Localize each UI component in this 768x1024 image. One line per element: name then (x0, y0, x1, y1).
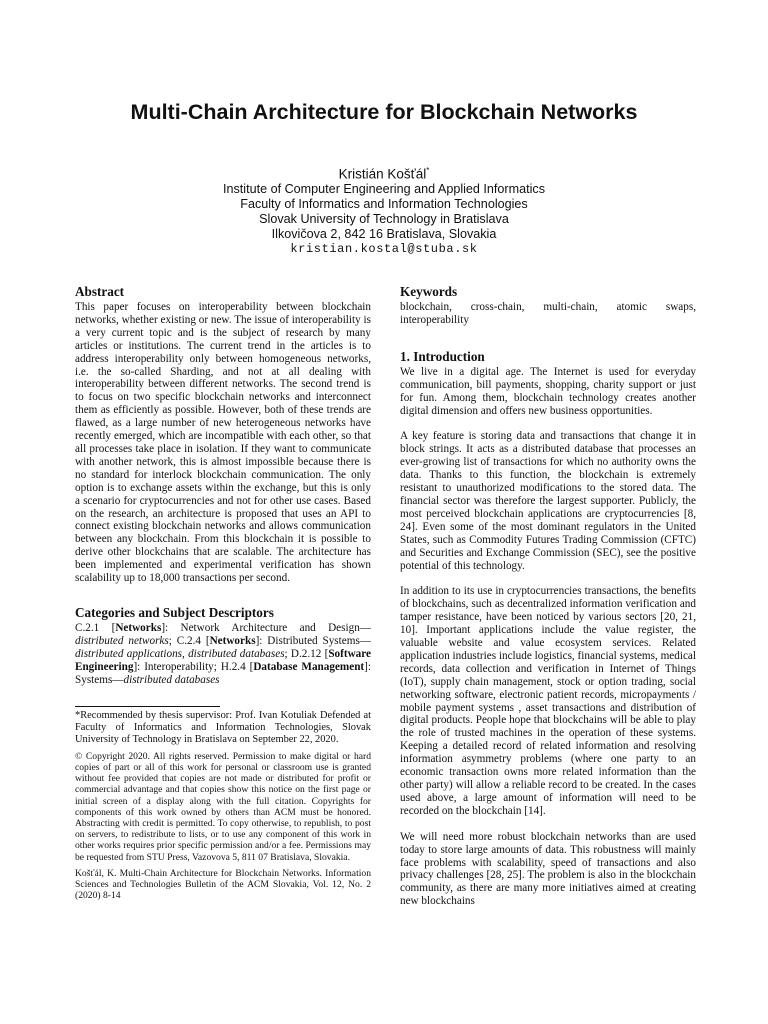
abstract-heading: Abstract (75, 284, 125, 299)
affiliation-line: Slovak University of Technology in Bratislava (259, 211, 509, 226)
copyright-icon: © (75, 750, 83, 762)
abstract-text: This paper focuses on interoperability between blockchain networks, whether existing or new. The issue of interoperability is a very current topic and is the subject of research by many articles or institutions. The current trend in the articles is to address interoperability only between homogeneous networks, i.e. the so-called Sharding, and not at all dealing with interoperability between different networks. The second trend is to focus on two specific blockchain networks and interconnect them as efficiently as possible. However, both of these trends are flawed, as a large number of new heterogeneous networks have recently emerged, which are incompatible with each other, so that all processes take place in isolation. If they want to communicate with another network, this is almost impossible because there is no standard for interlock blockchain communication. The only option is to exchange assets within the exchange, but this is only a scenario for cryptocurrencies and not for other use cases. Based on the research, an architecture is proposed that uses an API to connect existing blockchain networks and allows communication between any blockchain. From this blockchain it is possible to derive other blockchains that are scalable. The architecture has been implemented and experimental verification has shown scalability up to 18,000 transactions per second. (75, 301, 371, 585)
paper-title: Multi-Chain Architecture for Blockchain Networks (130, 100, 638, 124)
author-block (0, 163, 768, 257)
author-name-text: Kristián Košťál (338, 166, 427, 182)
right-column (400, 284, 696, 908)
keywords-section (400, 284, 696, 327)
abstract-section (75, 284, 371, 585)
thesis-footnote: *Recommended by thesis supervisor: Prof. Ivan Kotuliak Defended at Faculty of Informatics and Information Technologies, Slovak University of Technology in Bratislava on September 22, 2020. (75, 710, 371, 746)
keywords-text: blockchain, cross-chain, multi-chain, atomic swaps, interoperability (400, 301, 696, 326)
copyright-notice: © Copyright 2020. All rights reserved. Permission to make digital or hard copies of part or all of this work for personal or classroom use is granted without fee provided that copies are not made or distributed for profit or commercial advantage and that copies show this notice on the first page or initial screen of a display along with the full citation. Copyrights for components of this work owned by others than ACM must be honored. Abstracting with credit is permitted. To copy otherwise, to republish, to post on servers, to redistribute to lists, or to use any component of this work in other works requires prior specific permission and/or a fee. Permissions may be requested from STU Press, Vazovova 5, 811 07 Bratislava, Slovakia. (75, 750, 371, 863)
categories-text: C.2.1 [Networks]: Network Architecture and Design—distributed networks; C.2.4 [Networks]: Distributed Systems—distributed applications, distributed databases; D.2.12 [Software Engineering]: Interoperability; H.2.4 [Database Management]: Systems—distributed databases (75, 621, 371, 686)
citation-note: Košťál, K. Multi-Chain Architecture for Blockchain Networks. Information Sciences and Technologies Bulletin of the ACM Slovakia, Vol. 12, No. 2 (2020) 8-14 (75, 867, 371, 902)
footnote-divider (75, 706, 220, 707)
affiliation-line: Ilkovičova 2, 842 16 Bratislava, Slovakia (271, 226, 497, 241)
keywords-heading: Keywords (400, 284, 458, 299)
author-email[interactable]: kristian.kostal@stuba.sk (290, 241, 478, 256)
intro-paragraph: We live in a digital age. The Internet is used for everyday communication, bill payments, shopping, charity support or just for fun. Among them, blockchain technology creates another digital dimension and offers new business opportunities. (400, 365, 696, 417)
intro-paragraph: We will need more robust blockchain networks than are used today to store large amounts of data. This robustness will mainly face problems with scalability, speed of transactions and also privacy challenges [28, 25]. The problem is also in the blockchain community, as there are many more initiatives aimed at creating new blockchains (400, 830, 696, 908)
author-footnote-mark: * (426, 166, 430, 175)
introduction-heading: 1. Introduction (400, 348, 485, 364)
left-column (75, 284, 371, 902)
intro-paragraph: In addition to its use in cryptocurrencies transactions, the benefits of blockchains, such as decentralized information verification and tamper resistance, have been noticed by various sectors [20, 21, 10]. Important applications include the value register, the valuable website and value ecosystem services. Related application industries include logistics, financial systems, medical records, data collection and verification in Internet of Things (IoT), supply chain management, stock or option trading, social networking software, electronic patient records, micropayments / mobile payment systems , asset transactions and distribution of digital products. People hope that blockchains will be able to play the role of trusted machines in the operation of these systems. Keeping a detailed record of related information and resolving information asymmetry problems (where one party to an economic transaction owns more related information than the other party) will allow a reliable record to be created. In the cases used above, a large amount of information will need to be recorded on the blockchain [14]. (400, 585, 696, 817)
categories-section (75, 605, 371, 687)
introduction-section (400, 349, 696, 908)
intro-paragraph: A key feature is storing data and transactions that change it in block strings. It acts as a distributed database that processes an ever-growing list of transactions for which no authority owns the data. Thanks to this function, the blockchain is extremely resistant to unauthorized modifications to the stored data. The financial sector was therefore the largest supporter. Publicly, the most perceived blockchain applications are cryptocurrencies [8, 24]. Even some of the most dominant regulators in the United States, such as Commodity Futures Trading Commission (CFTC) and Securities and Exchange Commission (SEC), see the positive potential of this technology. (400, 430, 696, 572)
affiliation-line: Faculty of Informatics and Information Technologies (240, 196, 528, 211)
categories-heading: Categories and Subject Descriptors (75, 604, 274, 620)
author-name (0, 163, 768, 182)
affiliation-line: Institute of Computer Engineering and Applied Informatics (222, 181, 546, 196)
